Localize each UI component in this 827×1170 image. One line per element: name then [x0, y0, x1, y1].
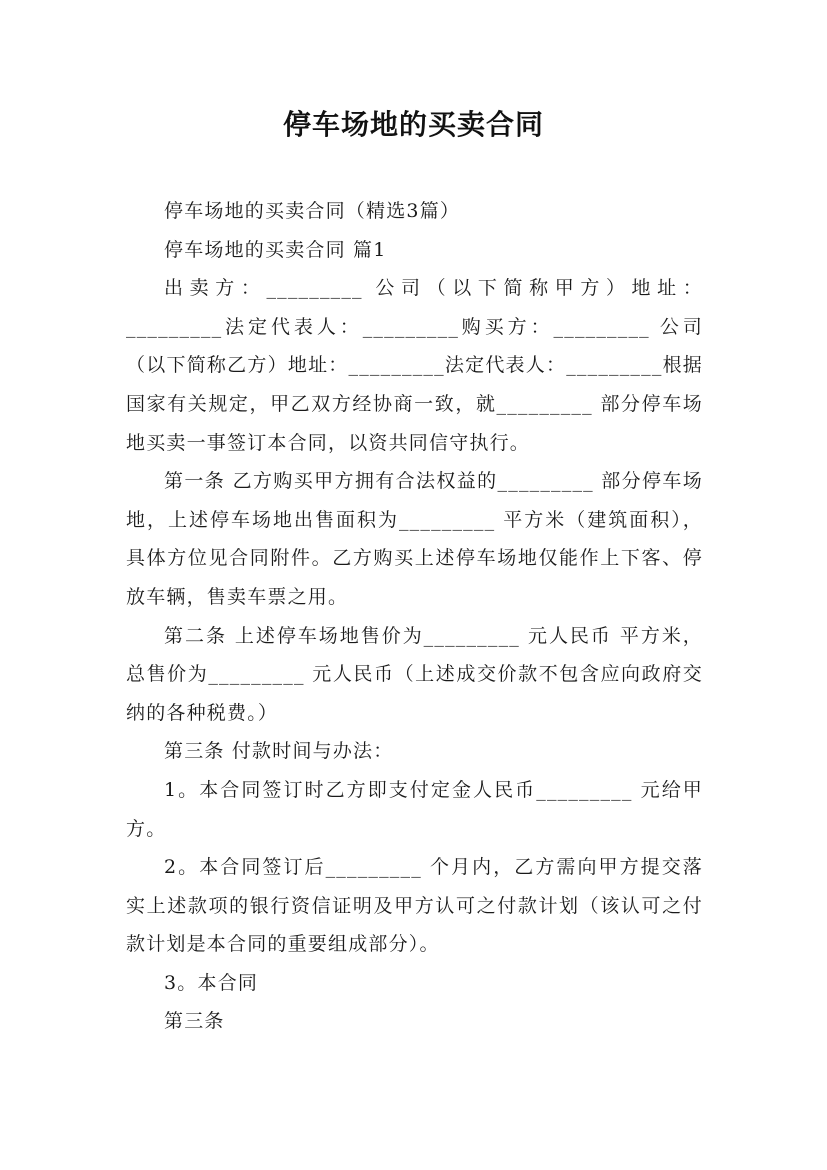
paragraph-payment-2: 2。本合同签订后_________ 个月内，乙方需向甲方提交落实上述款项的银行资信证明及甲方认可之付款计划（该认可之付款计划是本合同的重要组成部分）。 — [126, 856, 703, 956]
paragraph-article-1: 第一条 乙方购买甲方拥有合法权益的_________ 部分停车场地，上述停车场地出售面积为_________ 平方米（建筑面积），具体方位见合同附件。乙方购买上述停车场地仅能作上下客、停放车辆，售卖车票之用。 — [126, 470, 703, 608]
paragraph-article-2: 第二条 上述停车场地售价为_________ 元人民币 平方米，总售价为_________ 元人民币（上述成交价款不包含应向政府交纳的各种税费。） — [126, 624, 703, 724]
paragraph-parties: 出卖方：_________ 公司（以下简称甲方）地址：_________法定代表人：_________购买方：_________ 公司（以下简称乙方）地址：_________法定代表人：_________根据国家有关规定，甲乙双方经协商一致，就_________ 部分停车场地买卖一事签订本合同，以资共同信守执行。 — [126, 277, 703, 454]
paragraph-payment-3: 3。本合同 — [164, 971, 259, 994]
paragraph-section-heading: 停车场地的买卖合同 篇1 — [164, 238, 387, 261]
paragraph-subtitle: 停车场地的买卖合同（精选3篇） — [164, 200, 461, 222]
document-title: 停车场地的买卖合同 — [282, 108, 544, 141]
document-body — [126, 192, 703, 1041]
paragraph-article-3-repeat: 第三条 — [164, 1010, 225, 1033]
paragraph-article-3: 第三条 付款时间与办法： — [164, 740, 394, 763]
paragraph-payment-1: 1。本合同签订时乙方即支付定金人民币_________ 元给甲方。 — [126, 778, 703, 840]
